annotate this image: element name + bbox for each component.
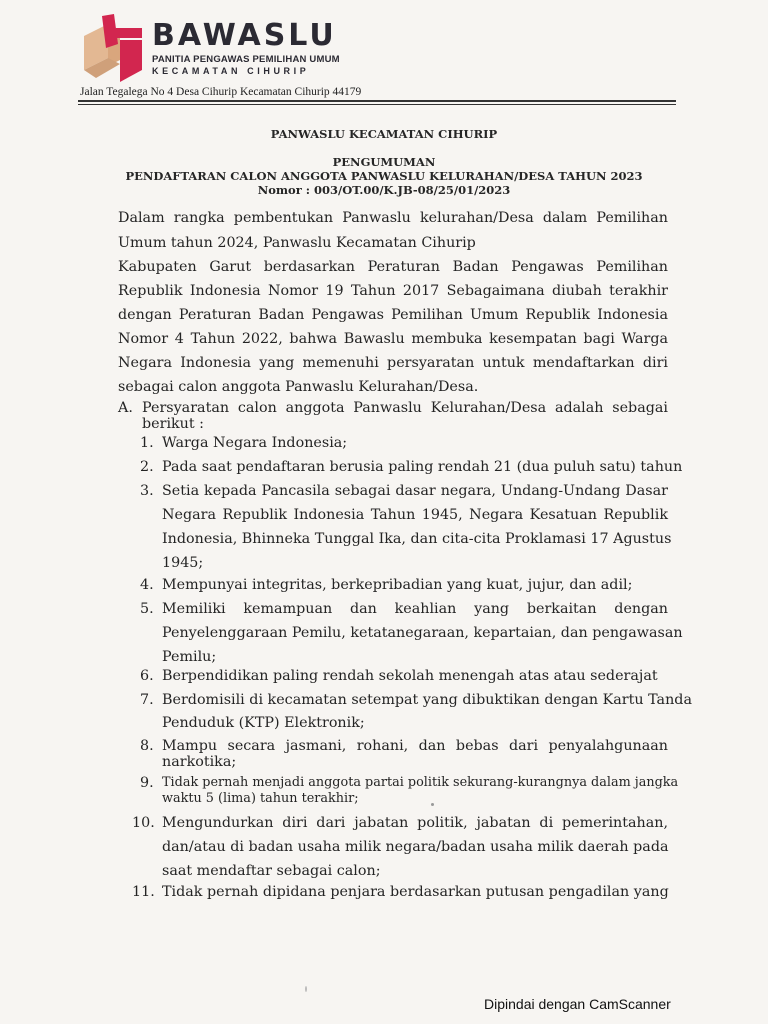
letterhead-brand bbox=[152, 20, 340, 76]
letterhead-rule-thin bbox=[78, 104, 676, 105]
requirement-number: 3. bbox=[140, 483, 154, 499]
org-heading: PANWASLU KECAMATAN CIHURIP bbox=[270, 127, 498, 141]
intro-line: dengan Peraturan Badan Pengawas Pemilihan Umum Republik Indonesia bbox=[118, 307, 668, 323]
requirement-line: Mengundurkan diri dari jabatan politik, jabatan di pemerintahan, bbox=[162, 815, 668, 831]
requirement-line: dan/atau di badan usaha milik negara/badan usaha milik daerah pada bbox=[162, 839, 669, 855]
requirement-line: Berdomisili di kecamatan setempat yang dibuktikan dengan Kartu Tanda bbox=[162, 692, 692, 708]
section-a-heading: berikut : bbox=[142, 416, 204, 432]
requirement-line: Warga Negara Indonesia; bbox=[162, 435, 348, 451]
requirement-line: waktu 5 (lima) tahun terakhir; bbox=[162, 791, 359, 806]
intro-line: Dalam rangka pembentukan Panwaslu kelurahan/Desa dalam Pemilihan bbox=[118, 210, 668, 226]
announcement-subtitle: PENDAFTARAN CALON ANGGOTA PANWASLU KELURAHAN/DESA TAHUN 2023 bbox=[125, 169, 643, 183]
requirement-number: 9. bbox=[140, 775, 154, 791]
intro-line: Kabupaten Garut berdasarkan Peraturan Badan Pengawas Pemilihan bbox=[118, 259, 668, 275]
intro-line: Negara Indonesia yang memenuhi persyaratan untuk mendaftarkan diri bbox=[118, 355, 668, 371]
requirement-number: 1. bbox=[140, 435, 154, 451]
scanner-watermark: Dipindai dengan CamScanner bbox=[484, 996, 671, 1012]
requirement-line: narkotika; bbox=[162, 754, 237, 770]
requirement-number: 7. bbox=[140, 692, 154, 708]
section-a-heading: Persyaratan calon anggota Panwaslu Kelurahan/Desa adalah sebagai bbox=[142, 400, 668, 416]
requirement-line: Indonesia, Bhinneka Tunggal Ika, dan cita-cita Proklamasi 17 Agustus bbox=[162, 531, 672, 547]
letterhead-rule-thick bbox=[78, 100, 676, 102]
brand-district: KECAMATAN CIHURIP bbox=[152, 66, 310, 76]
requirement-line: Setia kepada Pancasila sebagai dasar negara, Undang-Undang Dasar bbox=[162, 483, 668, 499]
intro-line: Nomor 4 Tahun 2022, bahwa Bawaslu membuka kesempatan bagi Warga bbox=[118, 331, 668, 347]
requirement-number: 10. bbox=[132, 815, 155, 831]
requirement-line: Pemilu; bbox=[162, 649, 217, 665]
bawaslu-logo-icon bbox=[80, 14, 146, 84]
requirement-line: Negara Republik Indonesia Tahun 1945, Negara Kesatuan Republik bbox=[162, 507, 668, 523]
requirement-line: Mempunyai integritas, berkepribadian yang kuat, jujur, dan adil; bbox=[162, 577, 633, 593]
requirement-line: Penyelenggaraan Pemilu, ketatanegaraan, kepartaian, dan pengawasan bbox=[162, 625, 683, 641]
announcement-title: PENGUMUMAN bbox=[332, 155, 436, 169]
intro-line: Republik Indonesia Nomor 19 Tahun 2017 Sebagaimana diubah terakhir bbox=[118, 283, 668, 299]
requirement-number: 11. bbox=[132, 884, 155, 900]
requirement-number: 8. bbox=[140, 738, 154, 754]
intro-line: sebagai calon anggota Panwaslu Kelurahan/Desa. bbox=[118, 379, 479, 395]
letterhead-address: Jalan Tegalega No 4 Desa Cihurip Kecamatan Cihurip 44179 bbox=[80, 86, 362, 98]
requirement-line: saat mendaftar sebagai calon; bbox=[162, 863, 381, 879]
requirement-line: Mampu secara jasmani, rohani, dan bebas dari penyalahgunaan bbox=[162, 738, 668, 754]
requirement-line: Tidak pernah dipidana penjara berdasarkan putusan pengadilan yang bbox=[162, 884, 669, 900]
requirement-number: 2. bbox=[140, 459, 154, 475]
intro-line: Umum tahun 2024, Panwaslu Kecamatan Cihurip bbox=[118, 235, 476, 251]
requirement-number: 6. bbox=[140, 668, 154, 684]
requirement-line: Penduduk (KTP) Elektronik; bbox=[162, 715, 365, 731]
scan-speck bbox=[305, 986, 307, 992]
announcement-number: Nomor : 003/OT.00/K.JB-08/25/01/2023 bbox=[257, 183, 511, 197]
requirement-line: Pada saat pendaftaran berusia paling rendah 21 (dua puluh satu) tahun bbox=[162, 459, 683, 475]
requirement-line: 1945; bbox=[162, 555, 204, 571]
requirement-number: 4. bbox=[140, 577, 154, 593]
brand-name: BAWASLU bbox=[152, 18, 337, 53]
brand-subtitle: PANITIA PENGAWAS PEMILIHAN UMUM bbox=[152, 54, 340, 65]
scan-speck bbox=[431, 803, 434, 806]
requirement-line: Berpendidikan paling rendah sekolah menengah atas atau sederajat bbox=[162, 668, 658, 684]
requirement-number: 5. bbox=[140, 601, 154, 617]
section-a-marker: A. bbox=[118, 400, 133, 416]
requirement-line: Memiliki kemampuan dan keahlian yang berkaitan dengan bbox=[162, 601, 668, 617]
requirement-line: Tidak pernah menjadi anggota partai politik sekurang-kurangnya dalam jangka bbox=[162, 775, 679, 790]
